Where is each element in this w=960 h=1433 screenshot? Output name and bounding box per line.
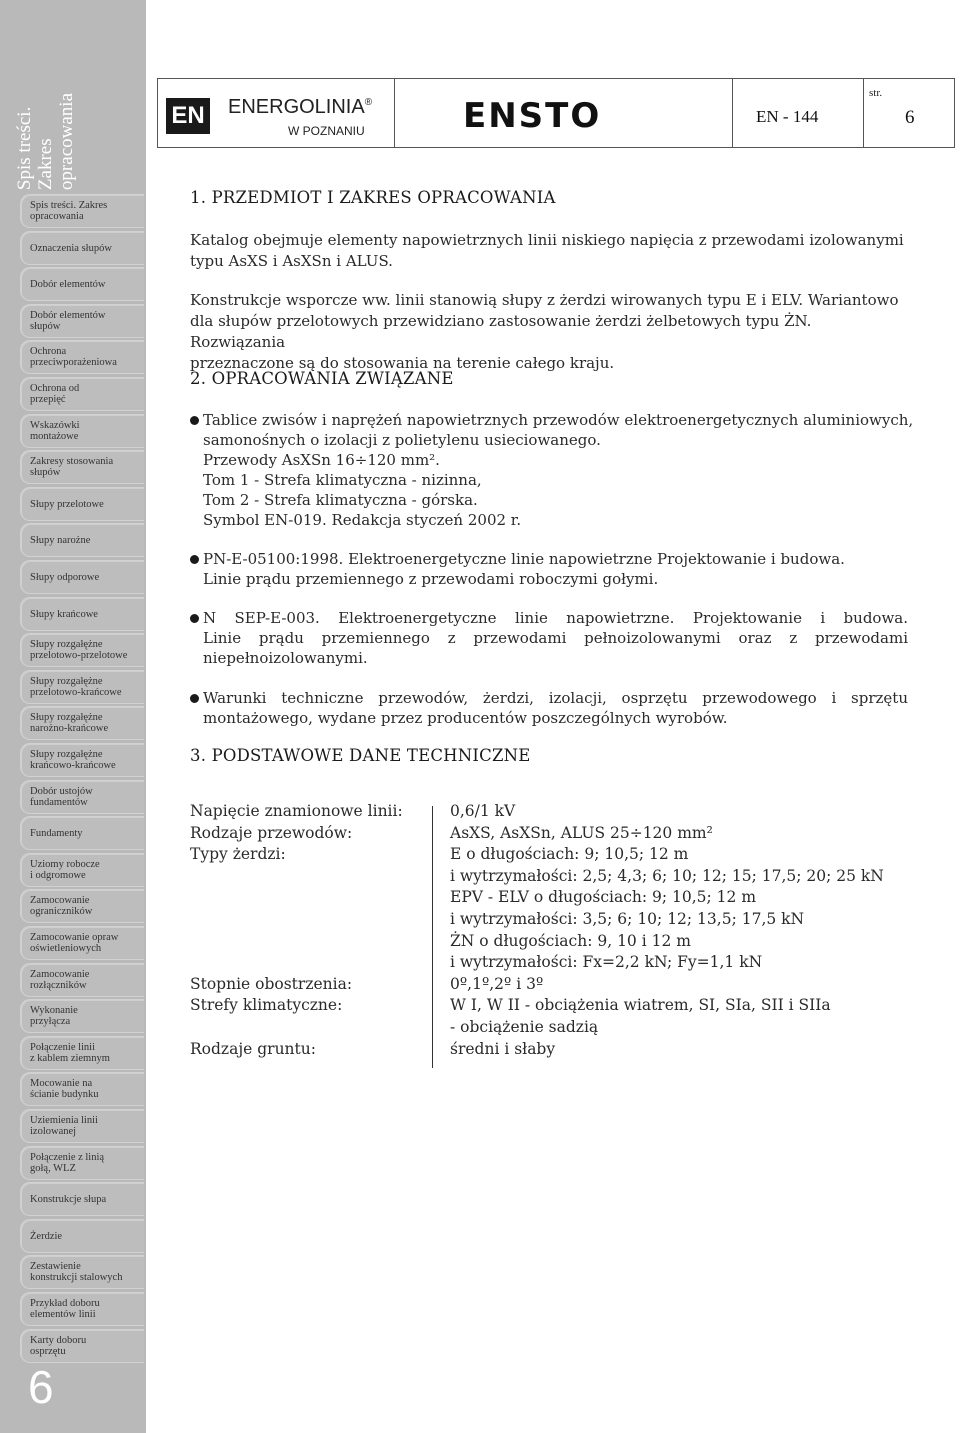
section-1-paragraph-1: Katalog obejmuje elementy napowietrznych linii niskiego napięcia z przewodami izolowanymi typu AsXS i AsXSn i ALUS. [190,231,904,270]
sidebar-item-label: Dobór elementów [30,278,106,290]
sidebar-item[interactable] [20,1292,144,1326]
sidebar-item-label: Słupy rozgałężne [30,712,103,723]
sidebar-item[interactable] [20,1329,144,1363]
table-row [190,888,910,910]
sidebar-item-label: Wykonanie [30,1005,78,1016]
table-row [190,824,910,846]
sidebar-item[interactable] [20,267,144,301]
sidebar-item-label: Dobór elementów [30,310,106,321]
section-1-paragraph-2: Konstrukcje wsporcze ww. linii stanowią słupy z żerdzi wirowanych typu E i ELV. Wariantowo dla słupów przelotowych przewidziano zastosowanie żerdzi żelbetowych typu ŻN. Rozwiązania przeznaczone są do stosowania na terenie całego kraju. [190,291,899,372]
sidebar-item[interactable] [20,523,144,557]
sidebar-item-label: rozłączników [30,980,87,991]
page-label: str. [869,87,883,99]
table-row [190,1018,910,1040]
company-subtitle: W POZNANIU [288,124,365,138]
row-value: W I, W II - obciążenia wiatrem, SI, SIa, SII i SIIa [450,996,831,1015]
sidebar-item[interactable] [20,377,144,411]
sidebar-item-label: opracowania [30,211,84,222]
table-row [190,867,910,889]
sidebar-item-label: Słupy rozgałężne [30,639,103,650]
sidebar-item-label: Zamocowanie [30,895,90,906]
sidebar-item[interactable] [20,926,144,960]
sidebar-item-label: montażowe [30,431,79,442]
sidebar-item-label: narożno-krańcowe [30,723,109,734]
sidebar-item[interactable] [20,231,144,265]
row-label: Rodzaje gruntu: [190,1039,316,1058]
sidebar-item[interactable] [20,706,144,740]
section-3-heading: 3. PODSTAWOWE DANE TECHNICZNE [190,746,531,765]
document-code: EN - 144 [756,107,819,126]
sidebar-item-label: ścianie budynku [30,1089,99,1100]
row-label: Strefy klimatyczne: [190,996,343,1015]
row-value: 0,6/1 kV [450,802,516,820]
bullet-icon [190,694,199,703]
sidebar-item-label: Przykład doboru [30,1298,100,1309]
table-row [190,953,910,975]
row-label: Typy żerdzi: [190,845,286,864]
sidebar-item-label: Mocowanie na [30,1078,93,1089]
sidebar-item-label: Spis treści. Zakres [30,200,108,211]
sidebar-item-label: Oznaczenia słupów [30,242,112,254]
row-value: i wytrzymałości: Fx=2,2 kN; Fy=1,1 kN [450,953,763,972]
sidebar-item[interactable] [20,1182,144,1216]
sidebar-item-label: Słupy rozgałężne [30,749,103,760]
sidebar-item-label: Uziomy robocze [30,859,100,870]
sidebar-item[interactable] [20,743,144,777]
row-value: AsXS, AsXSn, ALUS 25÷120 mm² [450,823,713,842]
sidebar-item-label: słupów [30,321,61,332]
sidebar-item-label: ograniczników [30,906,93,917]
sidebar-item[interactable] [20,450,144,484]
sidebar-item[interactable] [20,1036,144,1070]
sidebar-item-label: elementów linii [30,1309,96,1320]
sidebar-item[interactable] [20,963,144,997]
row-value: 0º,1º,2º i 3º [450,974,544,993]
table-row [190,996,910,1018]
sidebar-item[interactable] [20,560,144,594]
sidebar-item-label: Połączenie z linią [30,1152,105,1163]
sidebar-title [14,30,134,190]
sidebar-item[interactable] [20,487,144,521]
company-logo [228,97,372,138]
row-value: EPV - ELV o długościach: 9; 10,5; 12 m [450,888,757,907]
header-divider [394,79,395,147]
sidebar-item[interactable] [20,1219,144,1253]
table-row [190,975,910,997]
sidebar-page-number: 6 [28,1361,54,1413]
row-label: Rodzaje przewodów: [190,823,353,842]
sidebar-item[interactable] [20,1109,144,1143]
row-label: Napięcie znamionowe linii: [190,802,403,820]
sidebar-item-label: Ochrona od [30,383,80,394]
bullet-icon [190,614,199,623]
sidebar-item-label: izolowanej [30,1126,77,1137]
sidebar-item[interactable] [20,999,144,1033]
sidebar-item[interactable] [20,780,144,814]
page-header [157,78,955,148]
header-divider [863,79,864,147]
sidebar-item-label: krańcowo-krańcowe [30,760,116,771]
table-row [190,910,910,932]
sidebar-item-label: Słupy przelotowe [30,498,104,510]
section-1-heading: 1. PRZEDMIOT I ZAKRES OPRACOWANIA [190,188,556,207]
table-row [190,845,910,867]
sidebar-item-label: Karty doboru [30,1335,87,1346]
sidebar-item[interactable] [20,597,144,631]
table-row [190,1040,910,1062]
table-row [190,802,910,824]
row-label: Stopnie obostrzenia: [190,974,353,993]
sidebar-item-label: z kablem ziemnym [30,1053,110,1064]
sidebar-item-label: przepięć [30,394,66,405]
sidebar-item[interactable] [20,816,144,850]
sidebar-item[interactable] [20,1255,144,1289]
sidebar-item-label: gołą, WLZ [30,1163,76,1174]
sidebar-item-label: Połączenie linii [30,1042,96,1053]
sidebar-item-label: przyłącza [30,1016,71,1027]
sidebar-item-label: Wskazówki [30,420,80,431]
sidebar-item[interactable] [20,633,144,667]
row-value: i wytrzymałości: 2,5; 4,3; 6; 10; 12; 15; 17,5; 20; 25 kN [450,866,884,885]
sidebar-item-label: Słupy odporowe [30,571,100,583]
sidebar-item-label: Żerdzie [30,1230,63,1242]
sidebar-title-text: Spis treści. Zakres opracowania [14,92,77,190]
company-name: ENERGOLINIA [228,96,365,118]
sidebar-item-label: osprzętu [30,1346,66,1357]
row-value: E o długościach: 9; 10,5; 12 m [450,845,689,864]
sidebar-item-label: Uziemienia linii [30,1115,98,1126]
row-value: ŻN o długościach: 9, 10 i 12 m [450,931,691,950]
sidebar-item[interactable] [20,414,144,448]
ensto-logo: ENSTO [463,96,602,136]
sidebar-item[interactable] [20,889,144,923]
sidebar-item-label: Konstrukcje słupa [30,1193,107,1205]
sidebar-item-label: i odgromowe [30,870,86,881]
sidebar-item[interactable] [20,304,144,338]
sidebar-item-label: konstrukcji stalowych [30,1272,123,1283]
sidebar-item[interactable] [20,853,144,887]
sidebar-item[interactable] [20,194,144,228]
sidebar-item-label: przelotowo-przelotowe [30,650,128,661]
row-value: - obciążenie sadzią [450,1018,599,1036]
sidebar [0,0,146,1433]
sidebar-item-label: Zestawienie [30,1261,81,1272]
sidebar-item-label: Słupy narożne [30,534,91,546]
sidebar-item-label: Zamocowanie [30,969,90,980]
sidebar-item-label: przelotowo-krańcowe [30,687,122,698]
section-2-heading: 2. OPRACOWANIA ZWIĄZANE [190,369,454,388]
sidebar-item-label: oświetleniowych [30,943,102,954]
sidebar-item-label: Zakresy stosowania [30,456,114,467]
bullet-icon [190,416,199,425]
sidebar-item-label: Słupy krańcowe [30,608,98,620]
sidebar-item-label: Fundamenty [30,827,83,839]
sidebar-item[interactable] [20,670,144,704]
sidebar-item-label: słupów [30,467,61,478]
registered-mark: ® [364,97,373,108]
bullet-icon [190,555,199,564]
sidebar-item[interactable] [20,1146,144,1180]
row-value: średni i słaby [450,1039,556,1058]
row-value: i wytrzymałości: 3,5; 6; 10; 12; 13,5; 17,5 kN [450,910,805,928]
language-badge: EN [166,98,210,134]
sidebar-item-label: Słupy rozgałężne [30,676,103,687]
table-row [190,932,910,954]
sidebar-item-label: przeciwporażeniowa [30,357,117,368]
sidebar-item[interactable] [20,340,144,374]
sidebar-item-label: Ochrona [30,346,67,357]
sidebar-item-label: fundamentów [30,797,88,808]
page-number: 6 [905,107,915,128]
sidebar-item-label: Dobór ustojów [30,786,93,797]
sidebar-item-label: Zamocowanie opraw [30,932,119,943]
sidebar-item[interactable] [20,1072,144,1106]
header-divider [732,79,733,147]
